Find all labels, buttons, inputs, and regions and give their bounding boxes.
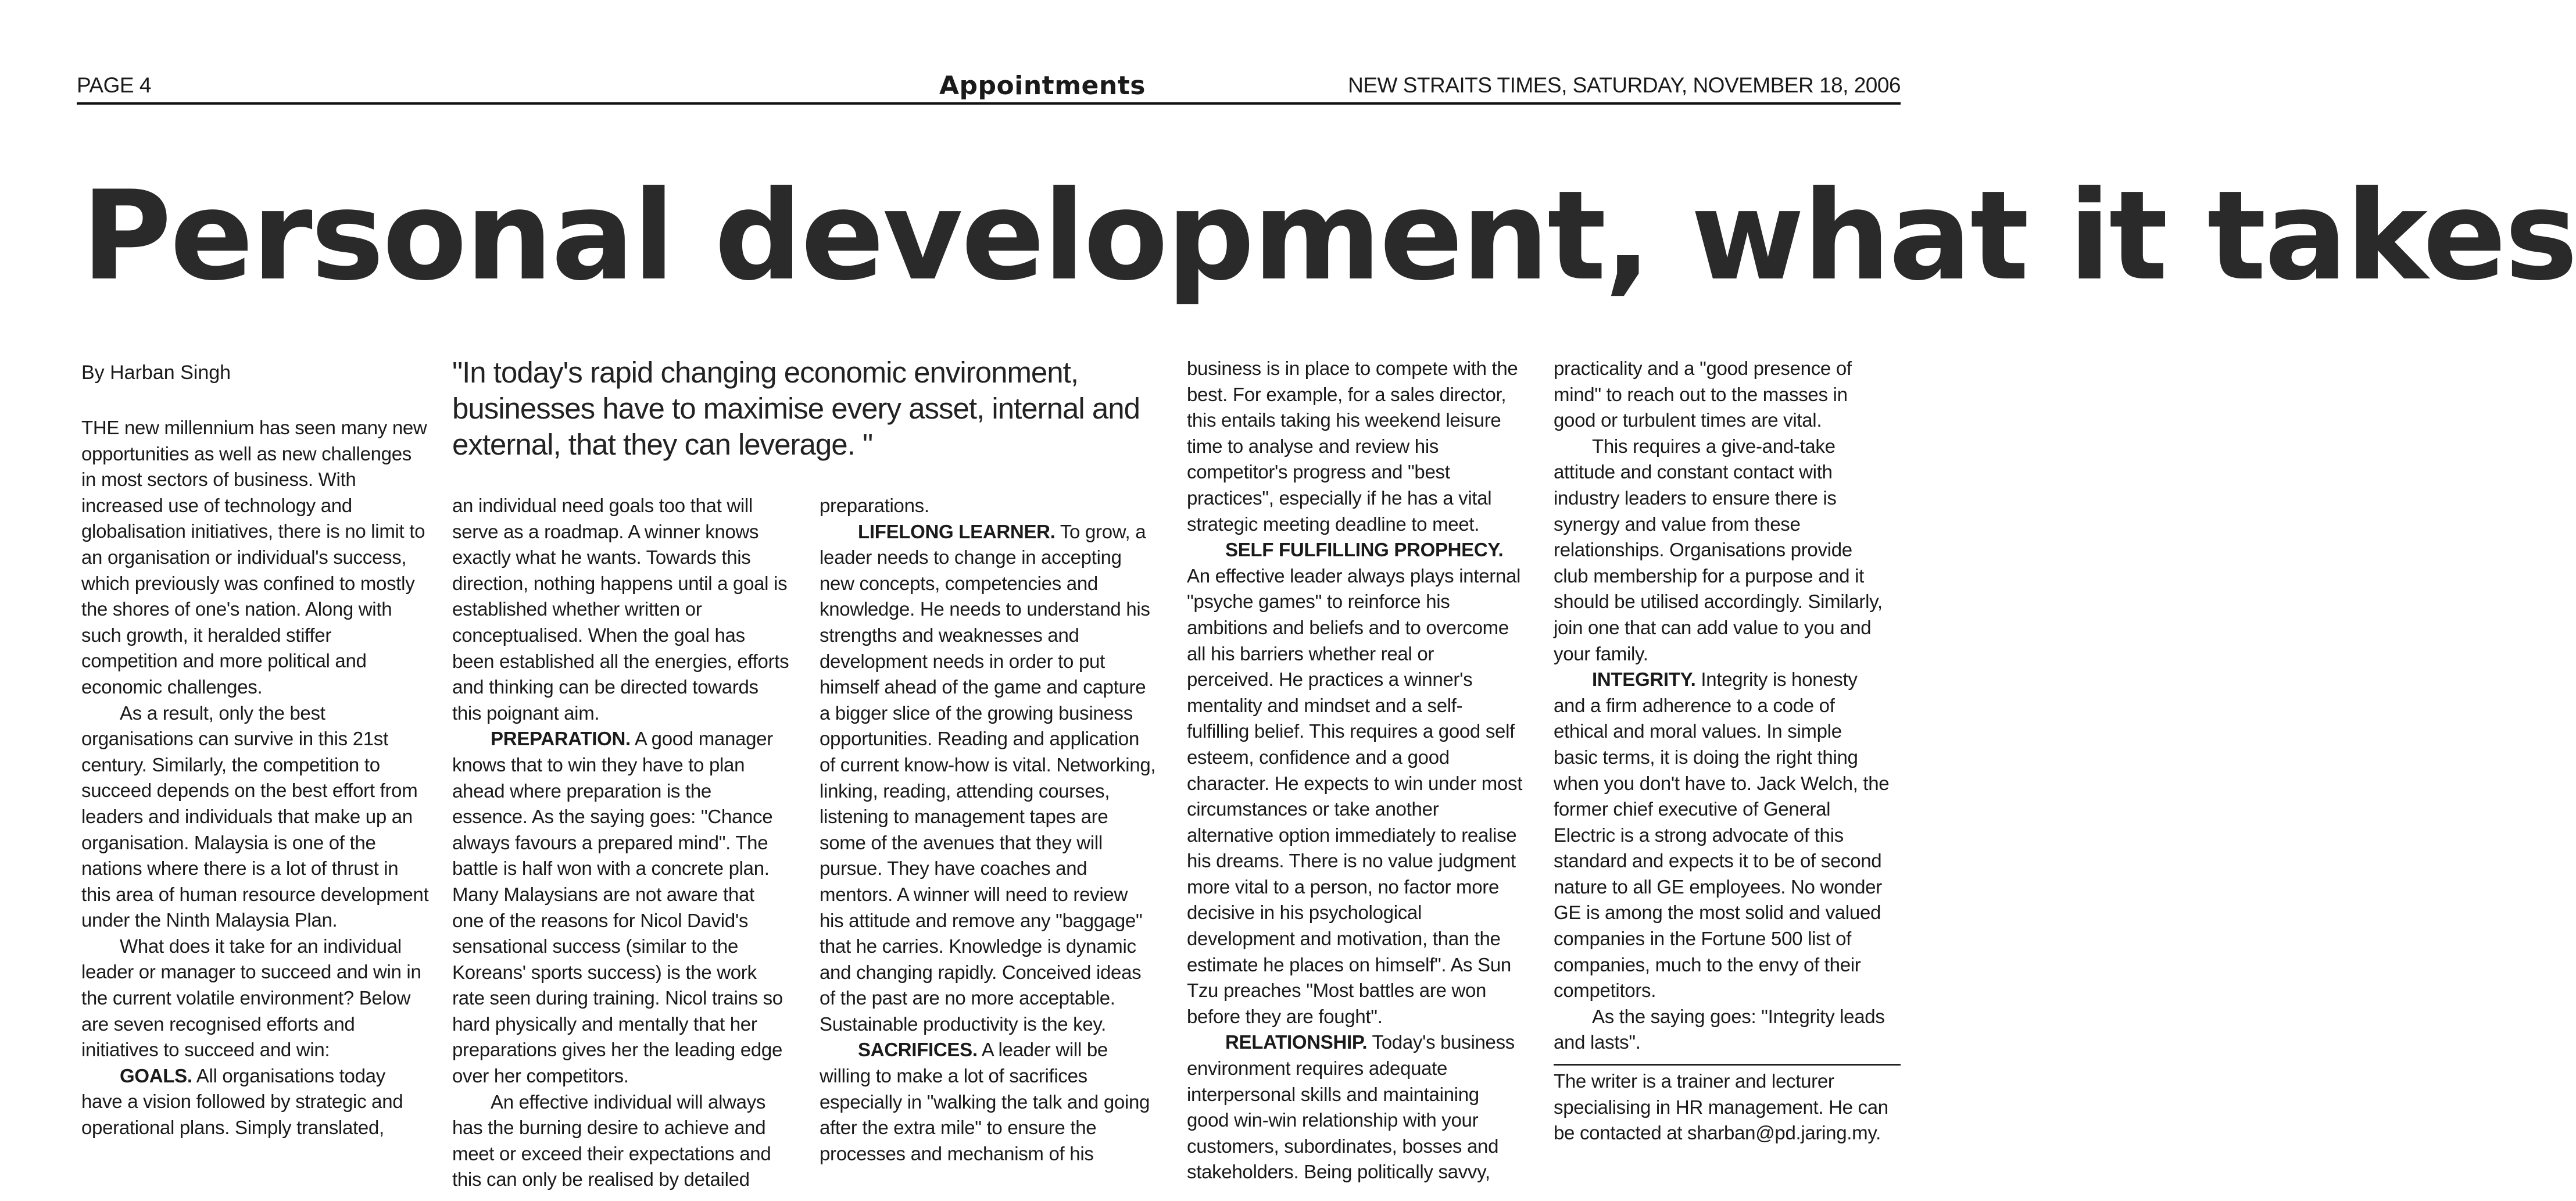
paragraph-text: To grow, a leader needs to change in accepting new concepts, competencies and knowledge. He needs to understand his strengths and weaknesses and development needs in order to put himself ahead of the game and capture a bigger slice of the growing business opportunities. Reading and application of current know-how is vital. Networking, linking, reading, attending courses, listening to management tapes are some of the avenues that they will pursue. They have coaches and mentors. A winner will need to review his attitude and remove any "baggage" that he carries. Knowledge is dynamic and changing rapidly. Conceived ideas of the past are no more acceptable. Sustainable productivity is the key.: [820, 520, 1156, 1035]
paragraph: As the saying goes: "Integrity leads and lasts".: [1554, 1005, 1885, 1053]
byline: By Harban Singh: [81, 362, 231, 384]
subhead-preparation: PREPARATION.: [491, 728, 631, 750]
paragraph-text: An effective leader always plays internal "psyche games" to reinforce his ambitions and beliefs and to overcome all his barriers whether real or perceived. He practices a winner's mentality and mindset and a self-fulfilling belief. This requires a good self esteem, confidence and a good character. He expects to win under most circumstances or take another alternative option immediately to realise his dreams. There is no value judgment more vital to a person, no factor more decisive in his psychological development and motivation, than the estimate he places on himself". As Sun Tzu preaches "Most battles are won before they are fought".: [1187, 564, 1523, 1027]
dateline: NEW STRAITS TIMES, SATURDAY, NOVEMBER 18, 2006: [1348, 73, 1901, 97]
paragraph: As a result, only the best organisations can survive in this 21st century. Similarly, the competition to succeed depends on the best effort from leaders and individuals that make up an organisation. Malaysia is one of the nations where there is a lot of thrust in this area of human resource development under the Ninth Malaysia Plan.: [81, 702, 429, 931]
subhead-goals: GOALS.: [120, 1064, 192, 1086]
masthead: [77, 69, 1901, 105]
article-column-4: [1187, 356, 1524, 1185]
paragraph: [820, 519, 1157, 1038]
subhead-relationship: RELATIONSHIP.: [1225, 1031, 1368, 1053]
paragraph: [81, 1063, 430, 1141]
headline: Personal development, what it takes: [81, 164, 2576, 308]
section-title: Appointments: [939, 71, 1146, 101]
subhead-sacrifices: SACRIFICES.: [858, 1039, 978, 1061]
paragraph: [1187, 537, 1524, 1030]
paragraph: an individual need goals too that will serve as a roadmap. A winner knows exactly what he wants. Towards this direction, nothing happens until a goal is established whether written or conceptualised. When the goal has been established all the energies, efforts and thinking can be directed towards this poignant aim.: [452, 495, 789, 724]
paragraph-text: Integrity is honesty and a firm adherence to a code of ethical and moral values. In simple basic terms, it is doing the right thing when you don't have to. Jack Welch, the former chief executive of General Electric is a strong advocate of this standard and expects it to be of second nature to all GE employees. No wonder GE is among the most solid and valued companies in the Fortune 500 list of companies, much to the envy of their competitors.: [1554, 669, 1890, 1002]
paragraph-text: Today's business environment requires adequate interpersonal skills and maintaining good win-win relationship with your customers, subordinates, bosses and stakeholders. Being politically savvy,: [1187, 1031, 1515, 1183]
paragraph: practicality and a "good presence of mind" to reach out to the masses in good or turbulent times are vital.: [1554, 358, 1852, 431]
paragraph: preparations.: [820, 495, 929, 516]
article-column-1: [81, 415, 430, 1141]
paragraph-text: A leader will be willing to make a lot of sacrifices especially in "walking the talk and going after the extra mile" to ensure the processes and mechanism of his: [820, 1039, 1150, 1164]
paragraph-text: All organisations today have a vision followed by strategic and operational plans. Simply translated,: [81, 1064, 403, 1139]
paragraph: [1187, 1030, 1524, 1185]
page-number: PAGE 4: [77, 73, 151, 97]
paragraph: This requires a give-and-take attitude and constant contact with industry leaders to ensure there is synergy and value from these relationships. Organisations provide club membership for a purpose and it should be utilised accordingly. Similarly, join one that can add value to you and your family.: [1554, 435, 1883, 664]
article-column-5: [1554, 356, 1891, 1056]
paragraph: An effective individual will always has the burning desire to achieve and meet or exceed their expectations and this can only be realised by detailed: [452, 1091, 771, 1191]
subhead-self-fulfilling-prophecy: SELF FULFILLING PROPHECY.: [1225, 539, 1504, 561]
article-column-2: [452, 493, 789, 1193]
subhead-lifelong-learner: LIFELONG LEARNER.: [858, 520, 1056, 542]
article-column-3: [820, 493, 1157, 1167]
bio-divider: [1554, 1064, 1901, 1066]
author-bio: The writer is a trainer and lecturer specialising in HR management. He can be contacted at sharban@pd.jaring.my.: [1554, 1070, 1888, 1144]
paragraph: What does it take for an individual leader or manager to succeed and win in the current volatile environment? Below are seven recognised efforts and initiatives to succeed and win:: [81, 935, 421, 1061]
paragraph: business is in place to compete with the best. For example, for a sales director, this entails taking his weekend leisure time to analyse and review his competitor's progress and "best practices", especially if he has a vital strategic meeting deadline to meet.: [1187, 358, 1518, 535]
pull-quote: "In today's rapid changing economic environment, businesses have to maximise every asset, internal and external, that they can leverage. ": [452, 356, 1140, 461]
paragraph: THE new millennium has seen many new opportunities as well as new challenges in most sectors of business. With increased use of technology and globalisation initiatives, there is no limit to an organisation or individual's success, which previously was confined to mostly the shores of one's nation. Along with such growth, it heralded stiffer competition and more political and economic challenges.: [81, 417, 427, 698]
masthead-rule: [77, 102, 1901, 105]
paragraph-text: A good manager knows that to win they have to plan ahead where preparation is the essence. As the saying goes: "Chance always favours a prepared mind". The battle is half won with a concrete plan. Many Malaysians are not aware that one of the reasons for Nicol David's sensational success (similar to the Koreans' sports success) is the work rate seen during training. Nicol trains so hard physically and mentally that her preparations gives her the leading edge over her competitors.: [452, 728, 783, 1087]
paragraph: [452, 726, 789, 1089]
paragraph: [820, 1037, 1157, 1167]
subhead-integrity: INTEGRITY.: [1592, 669, 1696, 691]
paragraph: [1554, 667, 1891, 1004]
